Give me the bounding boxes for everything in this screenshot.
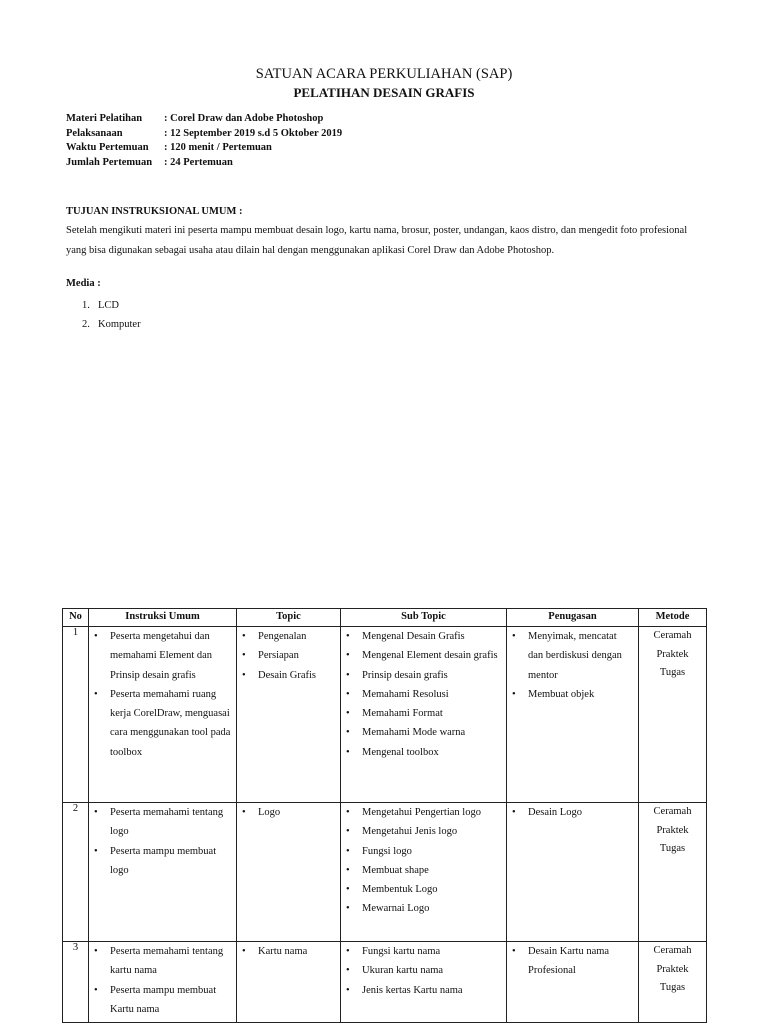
bullet-list xyxy=(93,803,232,880)
list-item xyxy=(345,685,502,704)
bullet-list xyxy=(241,942,336,961)
cell-topic xyxy=(237,803,341,942)
bullet-icon: • xyxy=(94,807,98,818)
table-row xyxy=(63,942,707,1023)
cell-subtopic xyxy=(341,803,507,942)
list-item-text: Memahami Resolusi xyxy=(362,688,449,700)
bullet-list xyxy=(93,942,232,1019)
document-subtitle: PELATIHAN DESAIN GRAFIS xyxy=(293,85,475,100)
bullet-icon: • xyxy=(346,884,350,896)
meta-value: : Corel Draw dan Adobe Photoshop xyxy=(164,113,324,124)
metode-item: Ceramah xyxy=(653,806,692,817)
cell-no: 2 xyxy=(63,803,89,942)
objective-heading: TUJUAN INSTRUKSIONAL UMUM : xyxy=(66,206,243,217)
cell-penugasan xyxy=(507,627,639,803)
meta-value: : 120 menit / Pertemuan xyxy=(164,142,272,154)
metode-item: Praktek xyxy=(656,648,689,660)
metode-item: Tugas xyxy=(659,982,686,993)
meta-key: Materi Pelatihan xyxy=(66,113,143,124)
list-item xyxy=(241,803,336,822)
bullet-icon: • xyxy=(94,631,98,642)
cell-penugasan xyxy=(507,803,639,942)
bullet-icon: • xyxy=(94,984,98,996)
media-list xyxy=(82,296,141,334)
list-item-text: Fungsi logo xyxy=(362,845,412,857)
list-item-text: Desain Grafis xyxy=(258,669,317,681)
list-item xyxy=(345,861,502,880)
bullet-icon: • xyxy=(242,669,246,681)
meta-row-waktu xyxy=(66,141,342,156)
bullet-icon: • xyxy=(346,669,350,681)
list-item xyxy=(93,803,232,842)
table-row xyxy=(63,803,707,942)
bullet-icon: • xyxy=(346,727,350,739)
cell-subtopic xyxy=(341,942,507,1023)
meta-info xyxy=(66,112,342,170)
meta-key: Pelaksanaan xyxy=(66,127,123,139)
cell-topic xyxy=(237,627,341,803)
list-item-text: Peserta memahami tentang kartu nama xyxy=(110,946,224,977)
list-item-text: Memahami Format xyxy=(362,708,443,720)
bullet-list xyxy=(345,942,502,1000)
bullet-icon: • xyxy=(512,946,516,957)
list-item-text: Ukuran kartu nama xyxy=(362,965,444,977)
bullet-icon: • xyxy=(242,650,246,662)
list-item-text: Peserta mampu membuat logo xyxy=(110,845,217,876)
list-item xyxy=(345,822,502,841)
bullet-icon: • xyxy=(94,688,98,700)
metode-item: Praktek xyxy=(656,824,689,836)
cell-metode xyxy=(639,803,707,942)
list-item xyxy=(511,627,634,685)
list-item xyxy=(241,666,336,685)
list-item xyxy=(241,646,336,665)
meta-value: : 12 September 2019 s.d 5 Oktober 2019 xyxy=(164,127,343,139)
list-item-text: Fungsi kartu nama xyxy=(362,946,441,957)
bullet-list xyxy=(241,803,336,822)
list-item xyxy=(345,899,502,918)
meta-value: : 24 Pertemuan xyxy=(164,156,233,168)
bullet-icon: • xyxy=(242,631,246,642)
list-item-text: Mengenal Desain Grafis xyxy=(362,631,465,642)
bullet-icon: • xyxy=(346,946,350,957)
cell-no: 1 xyxy=(63,627,89,803)
list-item xyxy=(345,981,502,1000)
media-item-label: LCD xyxy=(98,300,119,311)
list-item xyxy=(345,842,502,861)
list-item xyxy=(511,803,634,822)
list-item xyxy=(93,842,232,881)
list-item xyxy=(345,803,502,822)
list-item-text: Mengetahui Pengertian logo xyxy=(362,807,481,818)
bullet-icon: • xyxy=(346,965,350,977)
list-item-text: Peserta mengetahui dan memahami Element dan Prinsip desain grafis xyxy=(110,631,213,681)
bullet-list xyxy=(511,942,634,981)
list-item xyxy=(345,646,502,665)
bullet-icon: • xyxy=(346,746,350,758)
list-item-text: Kartu nama xyxy=(258,946,308,957)
list-item xyxy=(241,627,336,646)
meta-row-pelaksanaan xyxy=(66,127,342,142)
cell-metode xyxy=(639,627,707,803)
list-item-text: Pengenalan xyxy=(258,631,307,642)
list-item-text: Mewarnai Logo xyxy=(362,903,430,915)
cell-instruksi xyxy=(89,803,237,942)
list-item xyxy=(93,942,232,981)
bullet-icon: • xyxy=(346,903,350,915)
bullet-list xyxy=(345,627,502,762)
list-item-text: Menyimak, mencatat dan berdiskusi dengan mentor xyxy=(528,631,622,681)
list-item xyxy=(93,627,232,685)
list-item-text: Peserta memahami tentang logo xyxy=(110,807,224,838)
metode-item: Tugas xyxy=(659,667,686,678)
list-item xyxy=(241,942,336,961)
metode-item: Ceramah xyxy=(653,945,692,956)
cell-metode xyxy=(639,942,707,1023)
column-header-metode: Metode xyxy=(639,609,707,627)
column-header-topic: Topic xyxy=(237,609,341,627)
cell-penugasan xyxy=(507,942,639,1023)
list-item xyxy=(511,942,634,981)
column-header-subtopic: Sub Topic xyxy=(341,609,507,627)
list-number: 1. xyxy=(82,300,90,311)
bullet-icon: • xyxy=(346,807,350,818)
bullet-list xyxy=(511,803,634,822)
list-item-text: Membuat shape xyxy=(362,864,429,876)
metode-item: Praktek xyxy=(656,963,689,975)
list-item-text: Mengenal toolbox xyxy=(362,746,439,758)
list-item-text: Mengenal Element desain grafis xyxy=(362,650,498,662)
list-item-text: Jenis kertas Kartu nama xyxy=(362,984,463,996)
bullet-icon: • xyxy=(512,631,516,642)
list-item-text: Membuat objek xyxy=(528,688,595,700)
list-item-text: Prinsip desain grafis xyxy=(362,669,448,681)
cell-instruksi xyxy=(89,627,237,803)
list-item xyxy=(345,704,502,723)
bullet-icon: • xyxy=(512,807,516,818)
meta-key: Waktu Pertemuan xyxy=(66,142,149,154)
bullet-icon: • xyxy=(346,650,350,662)
bullet-list xyxy=(93,627,232,762)
column-header-instruksi: Instruksi Umum xyxy=(89,609,237,627)
column-header-no: No xyxy=(63,609,89,627)
list-item xyxy=(345,942,502,961)
list-item xyxy=(345,627,502,646)
list-number: 2. xyxy=(82,319,90,330)
document-title: SATUAN ACARA PERKULIAHAN (SAP) xyxy=(255,66,513,82)
list-item-text: Logo xyxy=(258,807,281,818)
bullet-icon: • xyxy=(346,688,350,700)
bullet-icon: • xyxy=(346,708,350,720)
list-item-text: Memahami Mode warna xyxy=(362,727,466,739)
list-item xyxy=(93,981,232,1020)
meta-row-jumlah xyxy=(66,156,342,171)
list-item xyxy=(82,315,141,334)
cell-instruksi xyxy=(89,942,237,1023)
list-item-text: Peserta memahami ruang kerja CorelDraw, menguasai cara menggunakan tool pada toolbox xyxy=(110,688,231,758)
bullet-icon: • xyxy=(242,946,246,957)
media-item-label: Komputer xyxy=(98,319,141,330)
cell-topic xyxy=(237,942,341,1023)
list-item xyxy=(345,666,502,685)
bullet-icon: • xyxy=(512,688,516,700)
table-row xyxy=(63,627,707,803)
bullet-icon: • xyxy=(346,984,350,996)
metode-item: Ceramah xyxy=(653,630,692,641)
list-item xyxy=(345,743,502,762)
objective-text: Setelah mengikuti materi ini peserta mampu membuat desain logo, kartu nama, brosur, poster, undangan, kaos distro, dan mengedit foto profesional yang bisa digunakan sebagai usaha atau dilain hal dengan menggunakan aplikasi Corel Draw dan Adobe Photoshop. xyxy=(66,225,688,256)
list-item-text: Desain Logo xyxy=(528,807,582,818)
media-heading: Media : xyxy=(66,278,101,289)
list-item xyxy=(511,685,634,704)
meta-key: Jumlah Pertemuan xyxy=(66,156,153,168)
list-item xyxy=(82,296,141,315)
sap-table xyxy=(62,608,707,1023)
bullet-icon: • xyxy=(94,946,98,957)
bullet-icon: • xyxy=(346,826,350,838)
bullet-icon: • xyxy=(94,845,98,857)
bullet-icon: • xyxy=(346,845,350,857)
cell-subtopic xyxy=(341,627,507,803)
bullet-list xyxy=(511,627,634,704)
table-body xyxy=(63,627,707,1023)
list-item-text: Desain Kartu nama Profesional xyxy=(528,946,610,977)
list-item xyxy=(93,685,232,762)
bullet-list xyxy=(345,803,502,919)
column-header-penugasan: Penugasan xyxy=(507,609,639,627)
bullet-list xyxy=(241,627,336,685)
list-item xyxy=(345,723,502,742)
list-item-text: Persiapan xyxy=(258,650,299,662)
metode-item: Tugas xyxy=(659,843,686,854)
list-item-text: Peserta mampu membuat Kartu nama xyxy=(110,984,217,1015)
list-item xyxy=(345,961,502,980)
list-item-text: Membentuk Logo xyxy=(362,884,438,896)
meta-row-materi xyxy=(66,112,342,127)
bullet-icon: • xyxy=(242,807,246,818)
list-item-text: Mengetahui Jenis logo xyxy=(362,826,458,838)
bullet-icon: • xyxy=(346,864,350,876)
cell-no: 3 xyxy=(63,942,89,1023)
table-header-row xyxy=(63,609,707,627)
list-item xyxy=(345,880,502,899)
bullet-icon: • xyxy=(346,631,350,642)
